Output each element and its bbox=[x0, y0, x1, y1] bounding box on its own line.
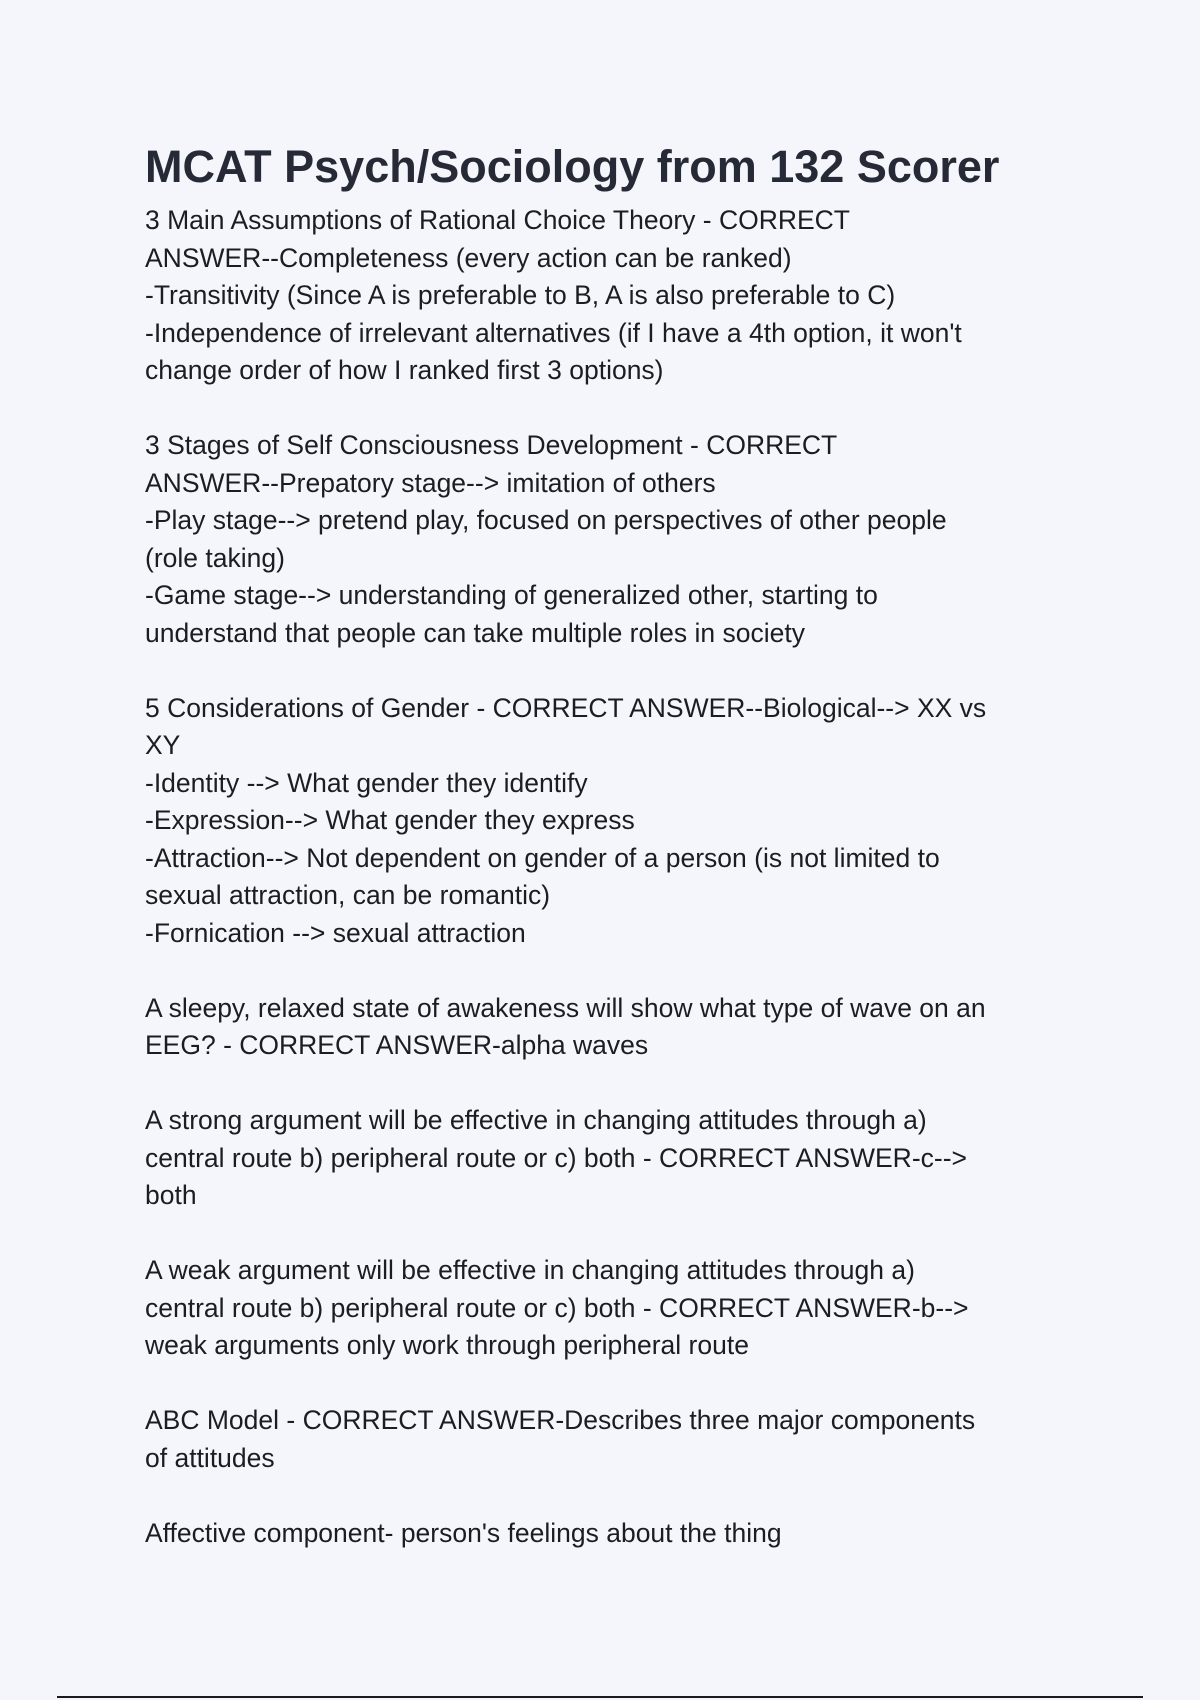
entry-line: change order of how I ranked first 3 options) bbox=[145, 355, 664, 385]
entry-line: Affective component- person's feelings about the thing bbox=[145, 1517, 782, 1548]
entry-line: -Independence of irrelevant alternatives (if I have a 4th option, it won't bbox=[145, 317, 962, 348]
entry-line: weak arguments only work through peripheral route bbox=[145, 1330, 749, 1360]
flashcard-entry bbox=[145, 427, 1065, 652]
entry-line: sexual attraction, can be romantic) bbox=[145, 880, 551, 910]
entry-line: both bbox=[145, 1180, 197, 1210]
page-title: MCAT Psych/Sociology from 132 Scorer bbox=[145, 141, 1000, 192]
page-bottom-divider bbox=[57, 1696, 1143, 1698]
entry-line: ANSWER--Prepatory stage--> imitation of others bbox=[145, 467, 716, 498]
entry-line: A strong argument will be effective in changing attitudes through a) bbox=[145, 1105, 927, 1135]
entry-line: 5 Considerations of Gender - CORRECT ANSWER--Biological--> XX vs bbox=[145, 692, 987, 723]
entry-line: -Play stage--> pretend play, focused on perspectives of other people bbox=[145, 505, 947, 535]
flashcard-entry bbox=[145, 1252, 1065, 1365]
entry-line: (role taking) bbox=[145, 542, 285, 573]
flashcard-entry bbox=[145, 1515, 1065, 1553]
entry-line: ABC Model - CORRECT ANSWER-Describes three major components bbox=[145, 1405, 976, 1435]
flashcard-entry bbox=[145, 990, 1065, 1065]
flashcard-entry bbox=[145, 1402, 1065, 1477]
entry-line: -Expression--> What gender they express bbox=[145, 805, 635, 835]
entry-line: -Fornication --> sexual attraction bbox=[145, 917, 526, 948]
flashcard-entry bbox=[145, 202, 1065, 390]
entry-line: A weak argument will be effective in changing attitudes through a) bbox=[145, 1255, 915, 1285]
entry-line: -Transitivity (Since A is preferable to B, A is also preferable to C) bbox=[145, 280, 896, 310]
entry-line: understand that people can take multiple roles in society bbox=[145, 617, 805, 648]
entry-line: A sleepy, relaxed state of awakeness will show what type of wave on an bbox=[145, 992, 986, 1023]
entry-line: -Attraction--> Not dependent on gender of a person (is not limited to bbox=[145, 842, 940, 873]
flashcard-entry bbox=[145, 1102, 1065, 1215]
flashcard-entry bbox=[145, 690, 1065, 953]
document-body bbox=[145, 140, 1065, 1590]
entry-line: EEG? - CORRECT ANSWER-alpha waves bbox=[145, 1030, 649, 1060]
entry-line: XY bbox=[145, 730, 181, 760]
entry-line: central route b) peripheral route or c) both - CORRECT ANSWER-c--> bbox=[145, 1142, 968, 1173]
entry-line: 3 Main Assumptions of Rational Choice Theory - CORRECT bbox=[145, 205, 850, 235]
entry-line: -Identity --> What gender they identify bbox=[145, 767, 588, 798]
entry-line: ANSWER--Completeness (every action can be ranked) bbox=[145, 242, 792, 273]
entry-line: central route b) peripheral route or c) both - CORRECT ANSWER-b--> bbox=[145, 1292, 969, 1323]
entry-line: of attitudes bbox=[145, 1442, 275, 1473]
entry-line: -Game stage--> understanding of generalized other, starting to bbox=[145, 580, 878, 610]
entry-line: 3 Stages of Self Consciousness Development - CORRECT bbox=[145, 430, 838, 460]
